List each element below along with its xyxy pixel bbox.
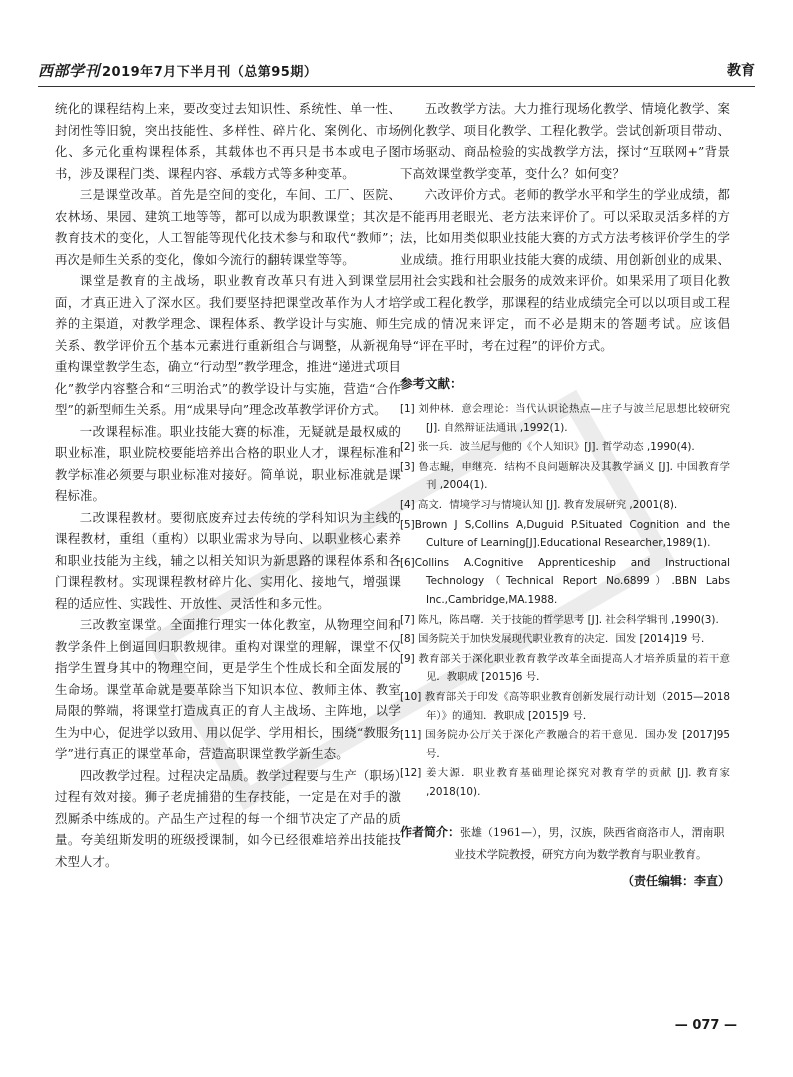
reference-item: [6]Collins A.Cognitive Apprenticeship and Instructional Technology（Technical Report No.6899）.BBN Labs Inc.,Cambridge,MA.1988.: [400, 556, 730, 606]
journal-brand: 西部学刊: [38, 62, 101, 80]
reference-item: [8] 国务院关于加快发展现代职业教育的决定．国发 [2014]19 号．: [400, 633, 712, 646]
reference-item: [4] 高文．情境学习与情境认知 [J]. 教育发展研究 ,2001(8).: [400, 498, 678, 511]
body-paragraph: 三改教室课堂。全面推行理实一体化教室，从物理空间和教学条件上倒逼回归职教规律。重构对课堂的理解，课堂不仅指学生置身其中的物理空间，更是学生个性成长和全面发展的生命场。课堂革命就是要革除当下知识本位、教师主体、教室局限的弊端，将课堂打造成真正的育人主战场、主阵地，以学生为中心，促进学以致用、用以促学、学用相长，围绕“教服务学”进行真正的课堂革命，营造高职课堂教学新生态。: [55, 617, 401, 761]
body-paragraph: 六改评价方式。老师的教学水平和学生的学业成绩，都不能再用老眼光、老方法来评价了。可以采取灵活多样的方法，比如用类似职业技能大赛的方式方法考核评价学生的学业成绩。推行用职业技能大赛的成绩、用创新创业的成果、用社会实践和社会服务的成效来评价。如果采用了项目化教学或工程化教学，那课程的结业成绩完全可以以项目或工程完成的情况来评定，而不必是期末的答题考试。应该倡导“评在平时，考在过程”的评价方式。: [400, 187, 730, 353]
references-list: [400, 400, 730, 801]
body-paragraph: 一改课程标准。职业技能大赛的标准，无疑就是最权威的职业标准，职业院校要能培养出合格的职业人才，课程标准和教学标准必须要与职业标准对接好。简单说，职业标准就是课程标准。: [55, 423, 401, 503]
left-column: [55, 98, 401, 872]
body-paragraph: 四改教学过程。过程决定品质。教学过程要与生产（职场）过程有效对接。狮子老虎捕猎的生存技能，一定是在对手的激烈厮杀中练成的。产品生产过程的每一个细节决定了产品的质量。夸美纽斯发明的班级授课制，如今已经很难培养出技能技术型人才。: [55, 767, 401, 869]
reference-item: [9] 教育部关于深化职业教育教学改革全面提高人才培养质量的若干意见．教职成 [2015]6 号．: [400, 652, 730, 684]
author-label: 作者简介：: [400, 825, 461, 840]
reference-item: [7] 陈凡，陈昌曙．关于技能的哲学思考 [J]. 社会科学辑刊 ,1990(3).: [400, 613, 719, 626]
page-header: [38, 56, 755, 87]
reference-item: [11] 国务院办公厅关于深化产教融合的若干意见．国办发 [2017]95 号．: [400, 729, 730, 760]
reference-item: [2] 张一兵．波兰尼与他的《个人知识》[J]. 哲学动态 ,1990(4).: [400, 441, 695, 454]
issue-label: 2019年7月下半月刊（总第95期）: [102, 65, 318, 80]
page-number: — 077 —: [674, 1018, 737, 1033]
body-paragraph: 二改课程教材。要彻底废弃过去传统的学科知识为主线的课程教材，重组（重构）以职业需求为导向、以职业核心素养和职业技能为主线，辅之以相关知识为新思路的课程体系和各门课程教材。实现课程教材碎片化、实用化、接地气，增强课程的适应性、实践性、开放性、灵活性和多元性。: [55, 509, 401, 611]
body-paragraph: 五改教学方法。大力推行现场化教学、情境化教学、案例化教学、项目化教学、工程化教学。尝试创新项目带动、市场驱动、商品检验的实战教学方法，探讨“互联网+”背景下高效课堂教学变革，变什么？如何变？: [400, 101, 730, 181]
body-paragraph: 统化的课程结构上来，要改变过去知识性、系统性、单一性、封闭性等旧貌，突出技能性、多样性、碎片化、案例化、市场化、多元化重构课程体系，其载体也不再只是书本或电子图书，涉及课程门类、课程内容、承载方式等多种变革。: [55, 101, 401, 181]
reference-item: [5]Brown J S,Collins A,Duguid P.Situated Cognition and the Culture of Learning[J].Educational Researcher,1989(1).: [400, 518, 730, 550]
author-bio: [400, 821, 730, 866]
reference-item: [12] 姜大源．职业教育基础理论探究对教育学的贡献 [J]. 教育家 ,2018(10).: [400, 767, 730, 798]
reference-item: [3] 鲁志鲲，申继亮．结构不良问题解决及其教学涵义 [J]. 中国教育学刊 ,2004(1).: [400, 460, 730, 492]
journal-title: [38, 60, 317, 81]
author-text: 张雄（1961—），男，汉族，陕西省商洛市人，渭南职业技术学院教授，研究方向为数学教育与职业教育。: [454, 826, 725, 862]
body-paragraph: 课堂是教育的主战场，职业教育改革只有进入到课堂层面，才真正进入了深水区。我们要坚持把课堂改革作为人才培养的主渠道，对教学理念、课程体系、教学设计与实施、师生关系、教学评价五个基本元素进行重新组合与调整，从新视角重构课堂教学生态，确立“行动型”教学理念，推进“递进式项目化”教学内容整合和“三明治式”的教学设计与实施，营造“合作型”的新型师生关系。用“成果导向”理念改革教学评价方式。: [55, 273, 401, 417]
reference-item: [1] 刘仲林．意会理论：当代认识论热点—庄子与波兰尼思想比较研究 [J]. 自然辩证法通讯 ,1992(1).: [400, 403, 730, 434]
right-column: [400, 98, 730, 889]
responsible-editor: （责任编辑：李直）: [621, 874, 730, 889]
section-tag: 教育: [727, 63, 755, 79]
reference-item: [10] 教育部关于印发《高等职业教育创新发展行动计划（2015—2018 年）》的通知．教职成 [2015]9 号．: [400, 690, 730, 722]
body-paragraph: 三是课堂改革。首先是空间的变化，车间、工厂、医院、农林场、果园、建筑工地等等，都可以成为职教课堂；其次是教育技术的变化，人工智能等现代化技术参与和取代“教师”；再次是师生关系的变化，像如今流行的翻转课堂等等。: [55, 187, 401, 267]
references-title: 参考文献：: [400, 376, 463, 391]
